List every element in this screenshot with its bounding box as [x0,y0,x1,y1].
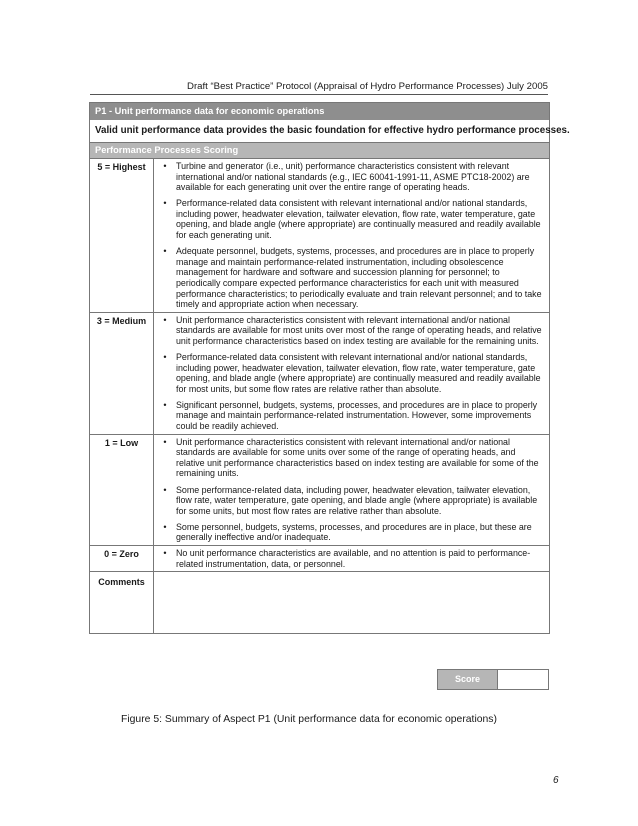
bullet-icon: • [163,521,167,532]
criteria-item [154,352,545,394]
criteria-text: Adequate personnel, budgets, systems, processes, and procedures are in place to properly manage and maintain performance-related instrumentation, including obsolescence management for hardware and software and succession planning for personnel; to periodically compare expected performance characteristics for each unit with measured performance characteristics; to periodically evaluate and train relevant personnel; and to take timely and appropriate action when necessary. [176,246,542,310]
comments-field[interactable] [154,572,549,633]
criteria-item [154,246,545,310]
bullet-icon: • [163,399,167,410]
level-label: 1 = Low [90,435,154,545]
page-number: 6 [553,775,559,786]
criteria-text: Significant personnel, budgets, systems, processes, and procedures are in place to properly manage and maintain performance-related instrumentation. However, some improvements could be readily achieved. [176,399,538,432]
criteria-item [154,548,545,569]
level-row-medium [90,313,549,435]
document-header: Draft “Best Practice” Protocol (Appraisal of Hydro Performance Processes) July 2005 [90,80,548,95]
bullet-icon: • [163,161,167,171]
intro-statement: Valid unit performance data provides the basic foundation for effective hydro performance processes. [90,120,549,143]
criteria-item [154,161,545,193]
bullet-icon: • [163,436,167,447]
level-label: 3 = Medium [90,313,154,434]
bullet-icon: • [163,484,167,495]
score-box [437,669,549,690]
criteria-text: Unit performance characteristics consistent with relevant international and/or national standards are available for some units over some of the range of operating heads, and relative unit performance characteristics based on index testing are available for some of the remaining units. [176,436,539,479]
level-row-zero [90,546,549,572]
bullet-icon: • [163,246,167,257]
criteria-item [154,400,545,432]
comments-label: Comments [90,572,154,633]
bullet-icon: • [163,198,167,209]
level-criteria [154,546,549,571]
criteria-item [154,522,545,543]
criteria-text: Performance-related data consistent with relevant international and/or national standards, including power, headwater elevation, tailwater elevation, flow rate, water temperature, gate opening, and blade angle (where appropriate) are continually measured and readily available for each generating unit. [176,198,541,241]
scoring-heading: Performance Processes Scoring [90,143,549,159]
criteria-item [154,315,545,347]
score-label: Score [438,670,498,689]
level-criteria [154,435,549,545]
criteria-text: Turbine and generator (i.e., unit) performance characteristics consistent with relevant international and/or national standards (e.g., IEC 60041-1991-11, ASME PTC18-2002) are available for each generating unit over the entire range of operating heads. [176,161,530,193]
level-label: 5 = Highest [90,159,154,312]
bullet-icon: • [163,352,167,362]
level-label: 0 = Zero [90,546,154,571]
criteria-text: Some performance-related data, including power, headwater elevation, tailwater elevation, flow rate, water temperature, gate opening, and blade angle (where appropriate) is available for some units, but most flow rates are relative rather than absolute. [176,484,538,516]
scoring-table [89,102,570,634]
bullet-icon: • [163,314,167,325]
criteria-item [154,437,545,479]
section-title: P1 - Unit performance data for economic operations [90,103,549,120]
level-criteria [154,159,549,312]
level-row-low [90,435,549,546]
bullet-icon: • [163,548,167,558]
criteria-text: Performance-related data consistent with relevant international and/or national standards, including power, headwater elevation, tailwater elevation, flow rate, water temperature, gate opening, and blade angle (where appropriate) are continually measured and readily available for most units, but some flow rates are relative rather than absolute. [176,352,541,394]
score-field[interactable] [498,670,548,689]
level-row-highest [90,159,549,313]
comments-row [90,572,549,633]
criteria-text: Unit performance characteristics consistent with relevant international and/or national standards are available for most units over most of the range of operating heads, and relative unit performance characteristics based on index testing are available for the remaining units. [176,314,542,346]
criteria-item [154,485,545,517]
criteria-text: No unit performance characteristics are available, and no attention is paid to performance-related instrumentation, data, or personnel. [176,548,531,569]
criteria-text: Some personnel, budgets, systems, processes, and procedures are in place, but these are generally ineffective and/or inadequate. [176,521,532,543]
level-criteria [154,313,549,434]
figure-caption: Figure 5: Summary of Aspect P1 (Unit performance data for economic operations) [121,714,497,725]
criteria-item [154,198,545,240]
